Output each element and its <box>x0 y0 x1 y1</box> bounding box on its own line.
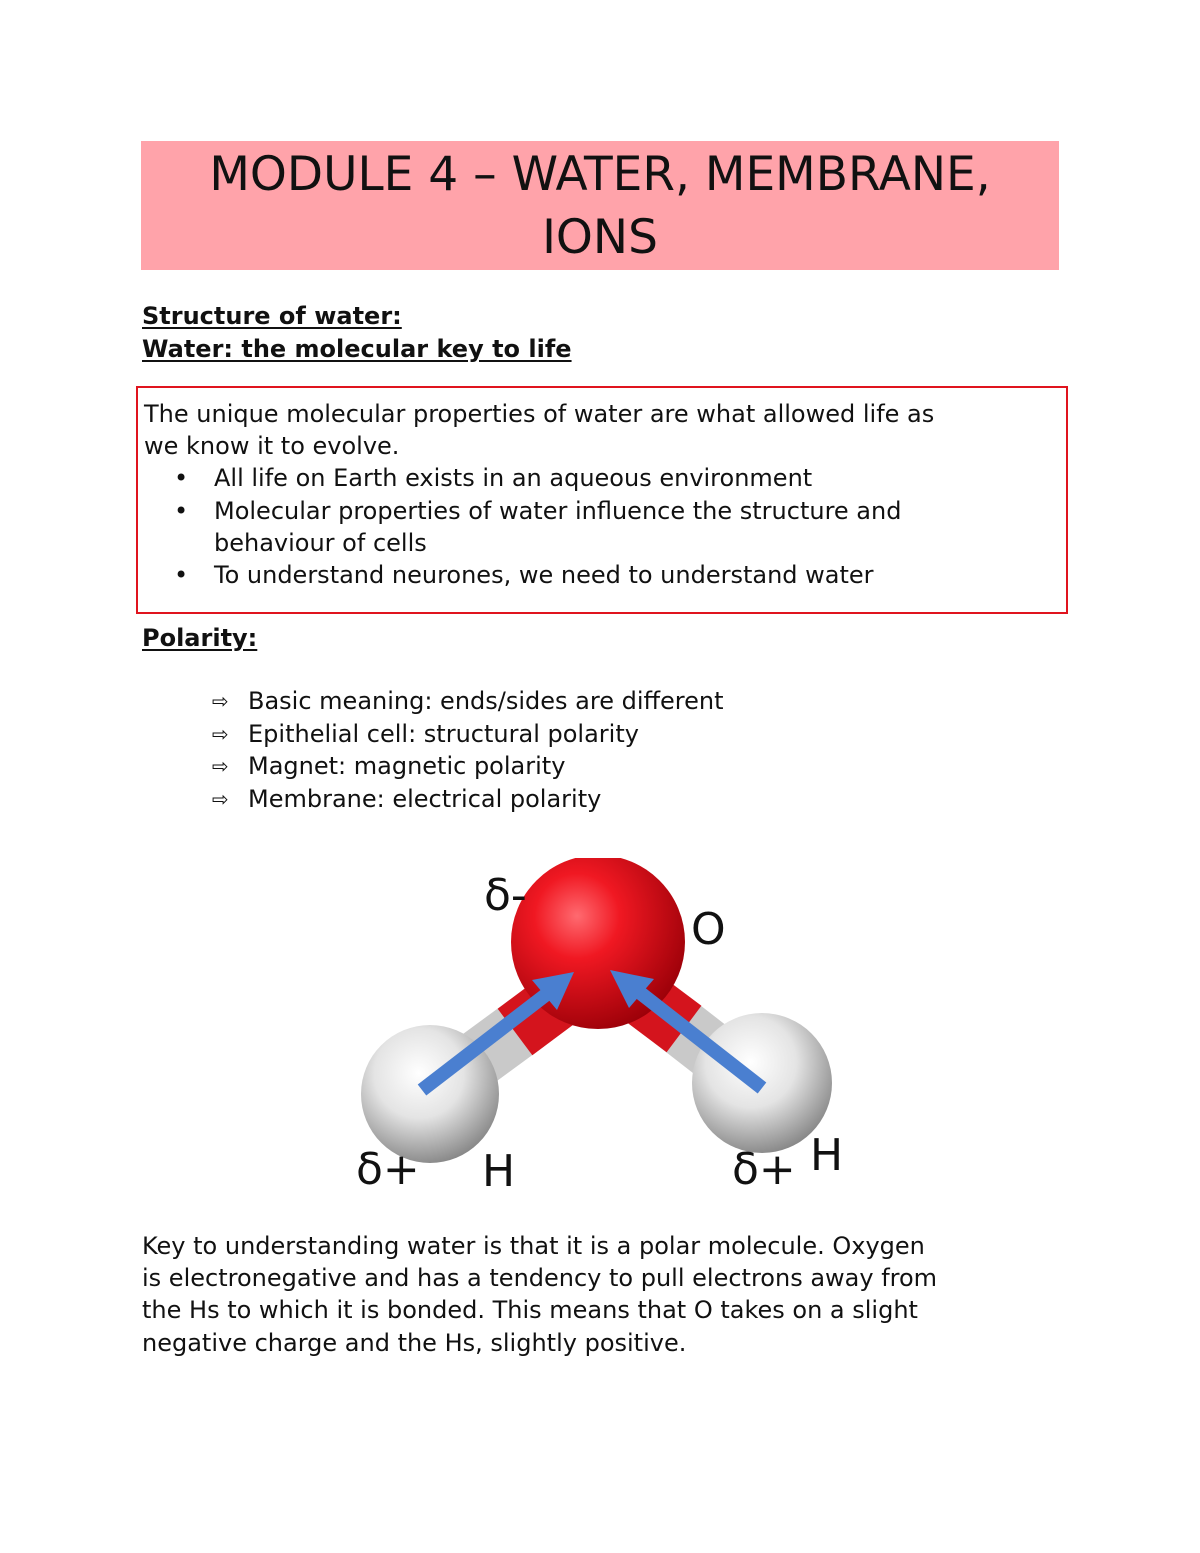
paragraph-line: Key to understanding water is that it is a polar molecule. Oxygen <box>142 1232 925 1260</box>
section-heading: Structure of water: <box>142 302 402 330</box>
list-item <box>212 750 724 783</box>
intro-line-1: The unique molecular properties of water are what allowed life as <box>144 400 935 428</box>
subheading: Water: the molecular key to life <box>142 335 572 363</box>
polarity-item-text: Magnet: magnetic polarity <box>248 752 566 780</box>
polarity-item-text: Membrane: electrical polarity <box>248 784 602 813</box>
bullet-text: To understand neurones, we need to understand water <box>214 561 874 590</box>
explanation-paragraph <box>142 1230 1072 1359</box>
intro-bullet-list <box>144 462 934 591</box>
hydrogen-right-label: H <box>810 1130 844 1181</box>
bullet-text: Molecular properties of water influence the structure and <box>214 496 902 525</box>
list-item <box>212 718 724 751</box>
hydrogen-left-label: H <box>482 1146 516 1197</box>
bullet-text: behaviour of cells <box>214 528 427 557</box>
intro-line-2: we know it to evolve. <box>144 432 400 461</box>
list-item <box>212 685 724 718</box>
arrow-right-icon: ⇨ <box>212 689 229 713</box>
paragraph-line: is electronegative and has a tendency to pull electrons away from <box>142 1264 938 1293</box>
polarity-list <box>212 685 724 815</box>
list-item <box>212 783 724 816</box>
delta-minus-label: δ- <box>484 870 527 921</box>
oxygen-label: O <box>691 904 726 955</box>
bullet-icon: • <box>174 464 189 493</box>
intro-box <box>136 386 1068 614</box>
delta-plus-left-label: δ+ <box>356 1144 420 1195</box>
list-item <box>144 495 934 559</box>
intro-text <box>144 398 934 591</box>
arrow-right-icon: ⇨ <box>212 754 229 778</box>
delta-plus-right-label: δ+ <box>732 1144 796 1195</box>
list-item <box>144 559 934 591</box>
paragraph-line: the Hs to which it is bonded. This means that O takes on a slight <box>142 1296 918 1325</box>
page-title <box>141 141 1059 270</box>
bullet-text: All life on Earth exists in an aqueous environment <box>214 464 813 493</box>
polarity-item-text: Basic meaning: ends/sides are different <box>248 687 724 715</box>
arrow-right-icon: ⇨ <box>212 721 229 746</box>
arrow-right-icon: ⇨ <box>212 786 229 811</box>
polarity-item-text: Epithelial cell: structural polarity <box>248 719 639 748</box>
title-line-2: IONS <box>542 210 658 265</box>
bullet-icon: • <box>174 496 189 525</box>
title-line-1: MODULE 4 – WATER, MEMBRANE, <box>209 147 991 202</box>
polarity-heading: Polarity: <box>142 624 258 652</box>
paragraph-line: negative charge and the Hs, slightly positive. <box>142 1328 687 1357</box>
list-item <box>144 462 934 494</box>
water-molecule-diagram <box>352 858 852 1198</box>
bullet-icon: • <box>174 561 189 590</box>
